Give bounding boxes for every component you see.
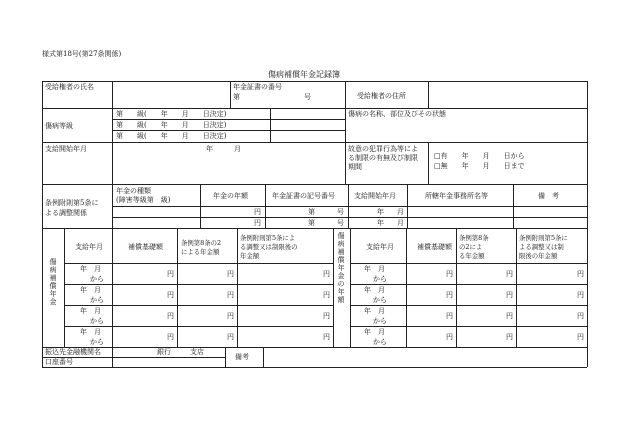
bank-bank: 銀行: [157, 348, 171, 356]
row4-subline-2: [112, 217, 587, 218]
pt-l4-kara: から: [90, 338, 104, 346]
pt-col-divider-5: [350, 228, 351, 347]
pt-r4-ym: 年 月: [364, 328, 385, 336]
adj-dai-1: 第: [308, 208, 315, 216]
pt-l3-yen-c: 円: [323, 312, 330, 320]
adj-dai-2: 第: [308, 219, 315, 227]
pt-l2-yen-c: 円: [323, 291, 330, 299]
recipient-address-label: 受給権者の住所: [357, 92, 406, 100]
adj-year-1: 年: [377, 208, 384, 216]
pt-l2-kara: から: [90, 296, 104, 304]
pt-col-art8-left-1: 条例第8条の2: [181, 239, 222, 247]
pt-l3-yen-a: 円: [167, 312, 174, 320]
pt-right-vertical-label: 傷病補償年金の年額: [337, 232, 345, 304]
pt-l2-yen-a: 円: [167, 291, 174, 299]
pt-r2-yen-a: 円: [446, 291, 453, 299]
pt-col-divider-7: [456, 228, 457, 347]
pt-r1-ym: 年 月: [364, 265, 385, 273]
pt-r2-yen-b: 円: [506, 291, 513, 299]
pt-r4-yen-c: 円: [577, 333, 584, 341]
cert-symbol-header: 年金証書の記号番号: [272, 192, 335, 200]
pt-col-divider-3: [237, 228, 238, 347]
pt-col-divider-2: [177, 228, 178, 347]
pt-col-start-right: 支給年月: [366, 243, 394, 251]
cert-dai: 第: [233, 93, 240, 101]
restriction-no: □無 年 月 日まで: [434, 162, 525, 170]
row2-divider-a: [112, 108, 113, 142]
frame-bottom-line: [42, 367, 587, 368]
pt-col-adjust-left-3: 年金額: [240, 252, 260, 260]
pt-l1-yen-b: 円: [227, 270, 234, 278]
row3-divider-a: [112, 142, 113, 184]
recipient-name-label: 受給権者の氏名: [45, 83, 94, 91]
grade-line-1: 第 級( 年 月 日決定): [116, 110, 227, 118]
adj-month-1: 月: [397, 208, 404, 216]
pt-r1-yen-a: 円: [446, 270, 453, 278]
row4-subline-1: [112, 206, 587, 207]
pt-l1-yen-a: 円: [167, 270, 174, 278]
row1-divider-a: [112, 81, 113, 108]
pt-r4-yen-b: 円: [506, 333, 513, 341]
pension-table-bottom-line: [42, 347, 587, 348]
grade-line-2: 第 級( 年 月 日決定): [116, 121, 227, 129]
row3-divider-b: [428, 142, 429, 184]
pt-col-adjust-right-1: 条例附則第5条に: [519, 234, 568, 242]
pt-col-art8-right-3: る年金額: [459, 252, 485, 260]
adj-year-2: 年: [377, 219, 384, 227]
adjust-label-2: よる調整関係: [45, 209, 87, 217]
pt-r2-ym: 年 月: [364, 286, 385, 294]
pt-header-line-left: [64, 263, 333, 264]
pt-row-line-l2: [64, 305, 333, 306]
pt-col-art8-right-1: 条例第8条: [459, 234, 489, 242]
adj-go-2: 号: [337, 219, 344, 227]
pt-l4-yen-a: 円: [167, 333, 174, 341]
account-number-label: 口座番号: [45, 358, 73, 366]
adj-yen-2: 円: [254, 219, 261, 227]
pt-col-base-left: 補償基礎額: [128, 243, 163, 251]
frame-right-line: [587, 81, 588, 367]
restriction-yes: □有 年 月 日から: [434, 152, 525, 160]
pt-left-vertical-label: 傷病補償年金: [49, 258, 57, 306]
pt-col-divider-6: [406, 228, 407, 347]
pt-l4-yen-c: 円: [323, 333, 330, 341]
pt-l2-ym: 年 月: [80, 286, 101, 294]
pt-r2-yen-c: 円: [577, 291, 584, 299]
row2-subline-1: [112, 119, 345, 120]
pt-r1-kara: から: [373, 275, 387, 283]
start-year-month: 年 月: [206, 145, 241, 153]
row2-divider-c: [270, 108, 271, 142]
pt-l1-kara: から: [90, 275, 104, 283]
form-title: 傷病補償年金記録簿: [268, 70, 340, 79]
row4-bottom-line: [42, 228, 587, 229]
pt-l1-yen-c: 円: [323, 270, 330, 278]
cert-go: 号: [304, 93, 311, 101]
pt-r2-kara: から: [373, 296, 387, 304]
pension-amount-header: 年金の年額: [213, 192, 248, 200]
injury-grade-label: 傷病等級: [45, 122, 73, 130]
cert-number-label: 年金証書の番号: [233, 83, 282, 91]
pt-col-start-left: 支給年月: [75, 243, 103, 251]
row2-subline-2: [112, 130, 345, 131]
pt-l4-yen-b: 円: [227, 333, 234, 341]
restriction-line-2: る制限の有無及び制限: [348, 154, 418, 162]
row2-divider-b: [345, 108, 346, 184]
pt-col-base-right: 補償基礎額: [417, 243, 452, 251]
pt-col-art8-right-2: の2によ: [459, 243, 483, 251]
pt-row-line-r2: [350, 305, 587, 306]
pt-l4-ym: 年 月: [80, 328, 101, 336]
pt-row-line-l1: [64, 284, 333, 285]
restriction-line-1: 故意の犯罪行為等によ: [348, 145, 418, 153]
pt-l2-yen-b: 円: [227, 291, 234, 299]
pt-col-adjust-left-1: 条例附則第5条によ: [240, 234, 296, 242]
row2-bottom-line: [42, 142, 587, 143]
pt-r4-yen-a: 円: [446, 333, 453, 341]
pension-type-grade: (障害等級第 級): [116, 196, 171, 204]
bank-remarks-label: 備考: [235, 353, 249, 361]
restriction-line-3: 期間: [348, 163, 362, 171]
pt-l3-ym: 年 月: [80, 307, 101, 315]
adj-go-1: 号: [337, 208, 344, 216]
pt-left-vertical-divider: [64, 228, 65, 347]
row3-bottom-line: [42, 184, 587, 185]
pt-r3-yen-c: 円: [577, 312, 584, 320]
pt-col-adjust-right-2: よる調整又は制: [519, 243, 564, 251]
pt-col-divider-4: [333, 228, 334, 347]
adj-month-2: 月: [397, 219, 404, 227]
office-header: 所轄年金事務所名等: [425, 192, 488, 200]
row1-bottom-line: [42, 108, 587, 109]
pt-r4-kara: から: [373, 338, 387, 346]
start-month-label: 支給開始年月: [45, 145, 87, 153]
remarks-header: 備 考: [538, 192, 559, 200]
frame-top-line: [42, 81, 587, 82]
injury-name-label: 傷病の名称、部位及びその状態: [348, 110, 446, 118]
pt-r3-yen-a: 円: [446, 312, 453, 320]
pension-type-label: 年金の種類: [116, 187, 151, 195]
pt-l3-kara: から: [90, 317, 104, 325]
adj-yen-1: 円: [254, 208, 261, 216]
pt-row-line-r3: [350, 326, 587, 327]
pt-col-art8-left-2: による年金額: [181, 248, 220, 256]
pt-col-divider-1: [112, 228, 113, 347]
start-ym-header: 支給開始年月: [354, 192, 396, 200]
pt-r1-yen-c: 円: [577, 270, 584, 278]
pt-col-divider-8: [516, 228, 517, 347]
frame-left-line: [42, 81, 43, 367]
pt-row-line-r1: [350, 284, 587, 285]
form-number-label: 様式第18号(第27条関係): [42, 50, 122, 58]
bank-divider-b: [225, 347, 226, 367]
pt-r3-ym: 年 月: [364, 307, 385, 315]
pt-header-line-right: [350, 263, 587, 264]
grade-line-3: 第 級( 年 月 日決定): [116, 132, 227, 140]
pt-r3-yen-b: 円: [506, 312, 513, 320]
bank-divider-a: [112, 347, 113, 367]
pt-col-adjust-right-3: 限後の年金額: [519, 252, 558, 260]
pt-col-adjust-left-2: る調整又は制限後の: [240, 243, 298, 251]
pt-l3-yen-b: 円: [227, 312, 234, 320]
pt-r1-yen-b: 円: [506, 270, 513, 278]
pt-r3-kara: から: [373, 317, 387, 325]
pt-l1-ym: 年 月: [80, 265, 101, 273]
pt-row-line-l3: [64, 326, 333, 327]
row1-divider-b: [230, 81, 231, 108]
adjust-label-1: 条例附則第5条に: [45, 199, 99, 207]
bank-divider-c: [263, 347, 264, 367]
row1-divider-d: [428, 81, 429, 108]
row1-divider-c: [345, 81, 346, 108]
bank-label: 振込先金融機関名: [45, 348, 101, 356]
bank-branch: 支店: [190, 348, 204, 356]
